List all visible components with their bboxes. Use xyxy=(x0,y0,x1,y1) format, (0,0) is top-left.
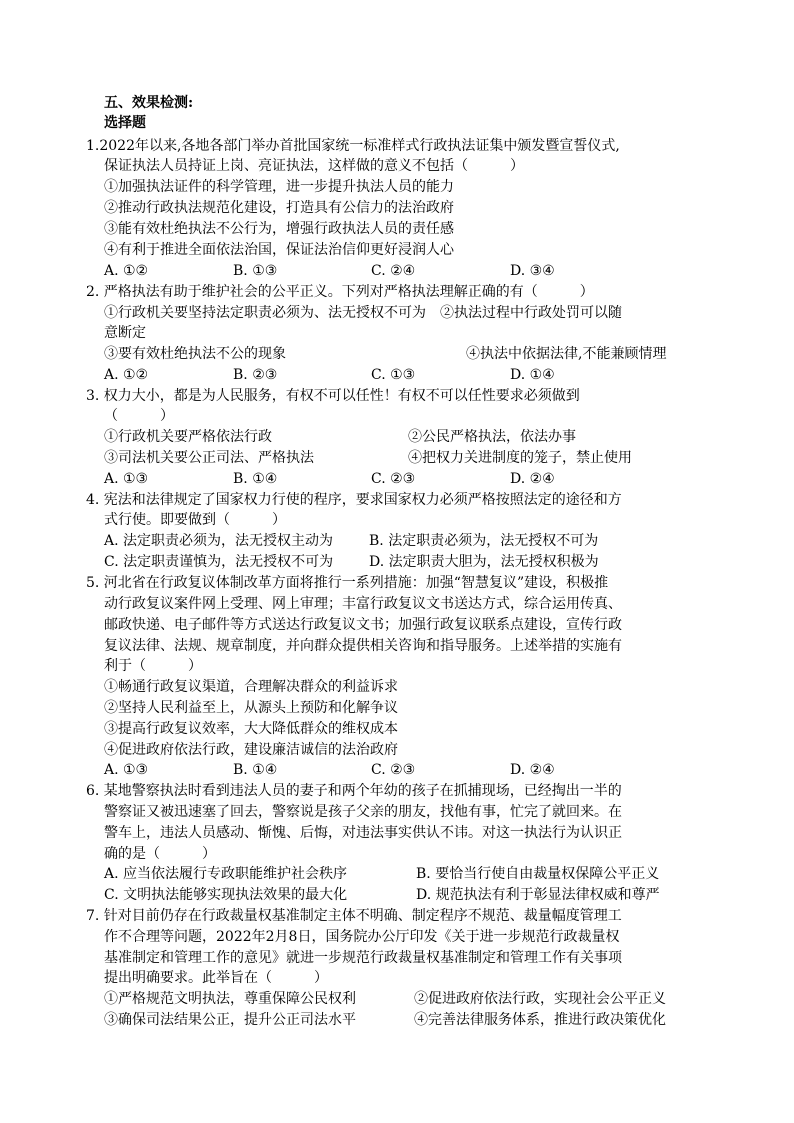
question-stem: 3. 权力大小，都是为人民服务，有权不可以任性！有权不可以任性要求必须做到 xyxy=(86,388,580,404)
option-c: C. 文明执法能够实现执法效果的最大化 xyxy=(104,887,348,903)
statement: ③确保司法结果公正，提升公正司法水平 xyxy=(104,1012,356,1028)
question-stem: 作不合理等问题，2022年2月8日，国务院办公厅印发《关于进一步规范行政裁量权 xyxy=(104,929,620,945)
option-d: D. ①④ xyxy=(510,367,555,383)
statement: ④促进政府依法行政，建设廉洁诚信的法治政府 xyxy=(104,742,398,758)
question-stem: （ ） xyxy=(104,408,174,424)
option-b: B. ①④ xyxy=(233,762,278,778)
option-d: D. ③④ xyxy=(510,263,555,279)
option-b: B. 法定职责必须为，法无授权不可为 xyxy=(369,533,599,549)
option-b: B. ①④ xyxy=(233,471,278,487)
statement: ③能有效杜绝执法不公行为，增强行政执法人员的责任感 xyxy=(104,221,454,237)
statement: ②促进政府依法行政，实现社会公平正义 xyxy=(414,991,666,1007)
statement: ③要有效杜绝执法不公的现象 xyxy=(104,346,286,362)
section-subheading: 选择题 xyxy=(104,115,146,131)
statement: ④把权力关进制度的笼子，禁止使用 xyxy=(408,450,632,466)
question-stem: 动行政复议案件网上受理、网上审理；丰富行政复议文书送达方式，综合运用传真、 xyxy=(104,596,622,612)
question-stem: 邮政快递、电子邮件等方式送达行政复议文书；加强行政复议联系点建设，宣传行政 xyxy=(104,617,622,633)
option-b: B. 要恰当行使自由裁量权保障公平正义 xyxy=(416,866,660,882)
statement: ②坚持人民利益至上，从源头上预防和化解争议 xyxy=(104,700,398,716)
statement: ②公民严格执法，依法办事 xyxy=(408,429,576,445)
question-stem: 6. 某地警察执法时看到违法人员的妻子和两个年幼的孩子在抓捕现场，已经掏出一半的 xyxy=(86,783,622,799)
option-a: A. ①② xyxy=(104,263,149,279)
question-stem: 警车上，违法人员感动、惭愧、后悔，对违法事实供认不讳。对这一执法行为认识正 xyxy=(104,825,622,841)
statement: ①严格规范文明执法，尊重保障公民权利 xyxy=(104,991,356,1007)
question-stem: 2. 严格执法有助于维护社会的公平正义。下列对严格执法理解正确的有（ ） xyxy=(86,284,594,300)
option-c: C. ②③ xyxy=(371,762,416,778)
option-a: A. ①② xyxy=(104,367,149,383)
option-c: C. 法定职责谨慎为，法无授权不可为 xyxy=(104,554,334,570)
statement: ①行政机关要严格依法行政 xyxy=(104,429,272,445)
option-d: D. 法定职责大胆为，法无授权积极为 xyxy=(369,554,599,570)
question-stem: 保证执法人员持证上岗、亮证执法，这样做的意义不包括（ ） xyxy=(104,158,524,174)
option-b: B. ①③ xyxy=(233,263,278,279)
question-stem: 利于（ ） xyxy=(104,658,202,674)
statement: ③提高行政复议效率，大大降低群众的维权成本 xyxy=(104,721,398,737)
question-stem: 5. 河北省在行政复议体制改革方面将推行一系列措施：加强“智慧复议”建设，积极推 xyxy=(86,575,609,591)
option-d: D. 规范执法有利于彰显法律权威和尊严 xyxy=(416,887,660,903)
option-c: C. ②③ xyxy=(371,471,416,487)
statement: ④完善法律服务体系，推进行政决策优化 xyxy=(414,1012,666,1028)
section-heading: 五、效果检测: xyxy=(104,95,194,111)
question-stem: 1.2022年以来,各地各部门举办首批国家统一标准样式行政执法证集中颁发暨宣誓仪式, xyxy=(86,138,620,154)
statement: ①畅通行政复议渠道，合理解决群众的利益诉求 xyxy=(104,679,398,695)
question-stem: 式行使。即要做到（ ） xyxy=(104,512,286,528)
question-stem: 基准制定和管理工作的意见》就进一步规范行政裁量权基准制定和管理工作有关事项 xyxy=(104,950,622,966)
option-d: D. ②④ xyxy=(510,762,555,778)
statement: ③司法机关要公正司法、严格执法 xyxy=(104,450,314,466)
question-stem: 警察证又被迅速塞了回去，警察说是孩子父亲的朋友，找他有事，忙完了就回来。在 xyxy=(104,804,622,820)
option-c: C. ②④ xyxy=(371,263,416,279)
statement: 意断定 xyxy=(104,325,146,341)
question-stem: 复议法律、法规、规章制度，并向群众提供相关咨询和指导服务。上述举措的实施有 xyxy=(104,638,622,654)
option-a: A. ①③ xyxy=(104,471,149,487)
statement: ①行政机关要坚持法定职责必须为、法无授权不可为 ②执法过程中行政处罚可以随 xyxy=(104,305,622,321)
question-stem: 4. 宪法和法律规定了国家权力行使的程序，要求国家权力必须严格按照法定的途径和方 xyxy=(86,492,622,508)
statement: ④有利于推进全面依法治国，保证法治信仰更好浸润人心 xyxy=(104,242,454,258)
option-b: B. ②③ xyxy=(233,367,278,383)
statement: ②推动行政执法规范化建设，打造具有公信力的法治政府 xyxy=(104,200,454,216)
option-d: D. ②④ xyxy=(510,471,555,487)
option-a: A. 法定职责必须为，法无授权主动为 xyxy=(104,533,334,549)
option-a: A. ①③ xyxy=(104,762,149,778)
question-stem: 提出明确要求。此举旨在（ ） xyxy=(104,970,328,986)
statement: ④执法中依据法律,不能兼顾情理 xyxy=(466,346,667,362)
question-stem: 确的是（ ） xyxy=(104,846,216,862)
statement: ①加强执法证件的科学管理，进一步提升执法人员的能力 xyxy=(104,179,454,195)
question-stem: 7. 针对目前仍存在行政裁量权基准制定主体不明确、制定程序不规范、裁量幅度管理工 xyxy=(86,908,622,924)
option-a: A. 应当依法履行专政职能维护社会秩序 xyxy=(104,866,348,882)
option-c: C. ①③ xyxy=(371,367,416,383)
